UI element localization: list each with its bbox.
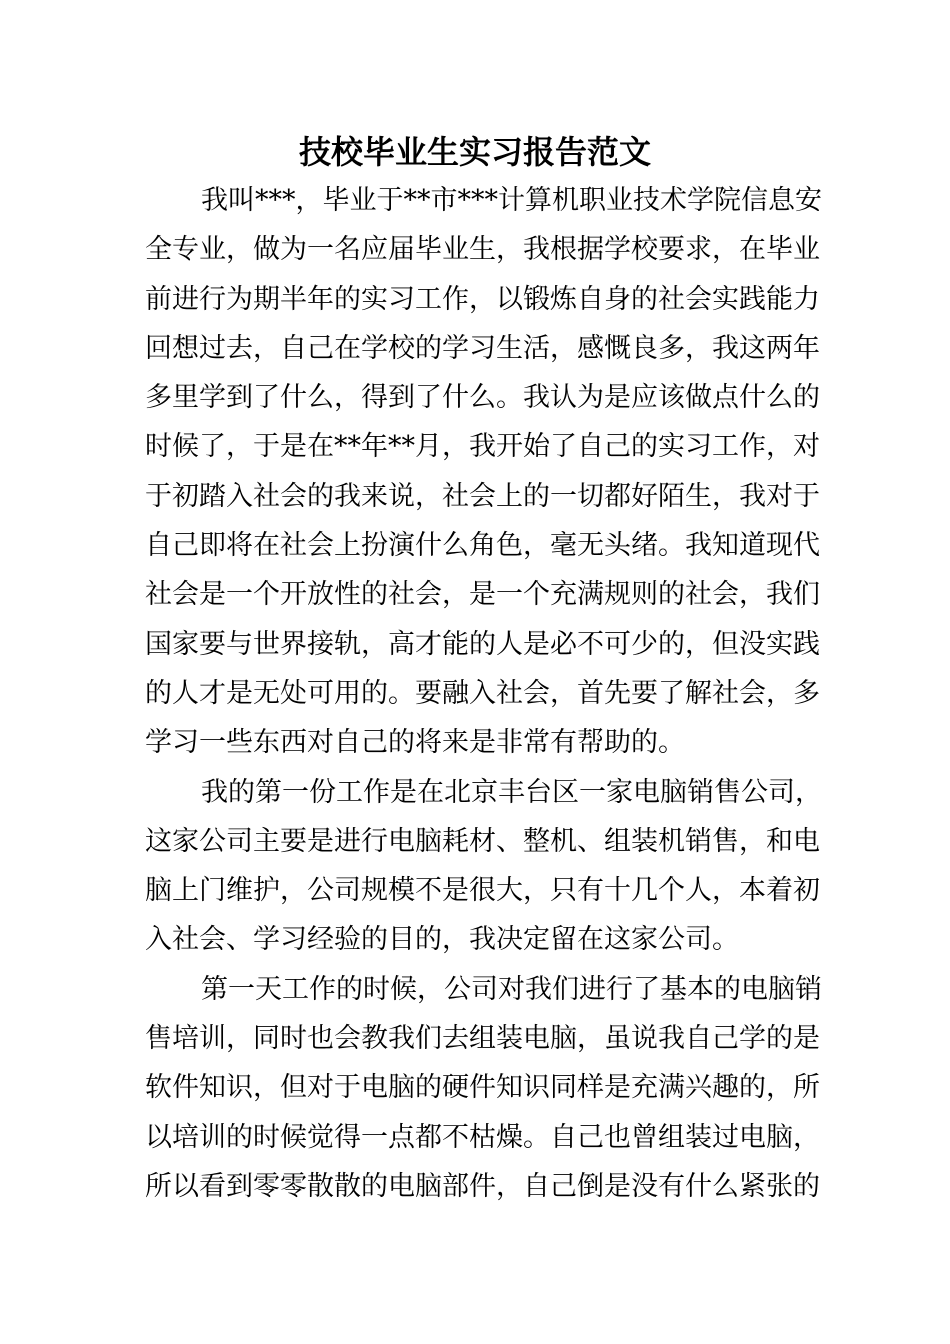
text-line: 的人才是无处可用的。要融入社会，首先要了解社会，多	[145, 677, 820, 709]
text-line: 入社会、学习经验的目的，我决定留在这家公司。	[145, 924, 739, 956]
text-line: 回想过去，自己在学校的学习生活，感慨良多，我这两年	[145, 332, 820, 364]
text-line: 售培训，同时也会教我们去组装电脑，虽说我自己学的是	[145, 1023, 820, 1055]
document-title: 技校毕业生实习报告范文	[298, 133, 651, 171]
text-line: 软件知识，但对于电脑的硬件知识同样是充满兴趣的，所	[145, 1072, 820, 1104]
text-line: 国家要与世界接轨，高才能的人是必不可少的，但没实践	[145, 628, 820, 660]
text-line: 第一天工作的时候，公司对我们进行了基本的电脑销	[201, 973, 822, 1005]
text-line: 脑上门维护，公司规模不是很大，只有十几个人，本着初	[145, 875, 820, 907]
text-line: 以培训的时候觉得一点都不枯燥。自己也曾组装过电脑，	[145, 1121, 820, 1153]
text-line: 这家公司主要是进行电脑耗材、整机、组装机销售，和电	[145, 825, 820, 857]
text-line: 多里学到了什么，得到了什么。我认为是应该做点什么的	[145, 382, 820, 414]
text-line: 我叫***，毕业于**市***计算机职业技术学院信息安	[201, 185, 822, 216]
text-line: 自己即将在社会上扮演什么角色，毫无头绪。我知道现代	[145, 530, 820, 562]
document-body	[145, 176, 822, 1211]
text-line: 所以看到零零散散的电脑部件，自己倒是没有什么紧张的	[145, 1170, 820, 1202]
text-line: 前进行为期半年的实习工作，以锻炼自身的社会实践能力	[145, 283, 820, 315]
text-line: 于初踏入社会的我来说，社会上的一切都好陌生，我对于	[145, 480, 820, 512]
text-line: 学习一些东西对自己的将来是非常有帮助的。	[145, 727, 685, 759]
text-line: 社会是一个开放性的社会，是一个充满规则的社会，我们	[145, 579, 820, 611]
text-line: 全专业，做为一名应届毕业生，我根据学校要求，在毕业	[145, 234, 820, 266]
text-line: 时候了，于是在**年**月，我开始了自己的实习工作，对	[145, 431, 820, 463]
text-line: 我的第一份工作是在北京丰台区一家电脑销售公司，	[201, 776, 822, 808]
